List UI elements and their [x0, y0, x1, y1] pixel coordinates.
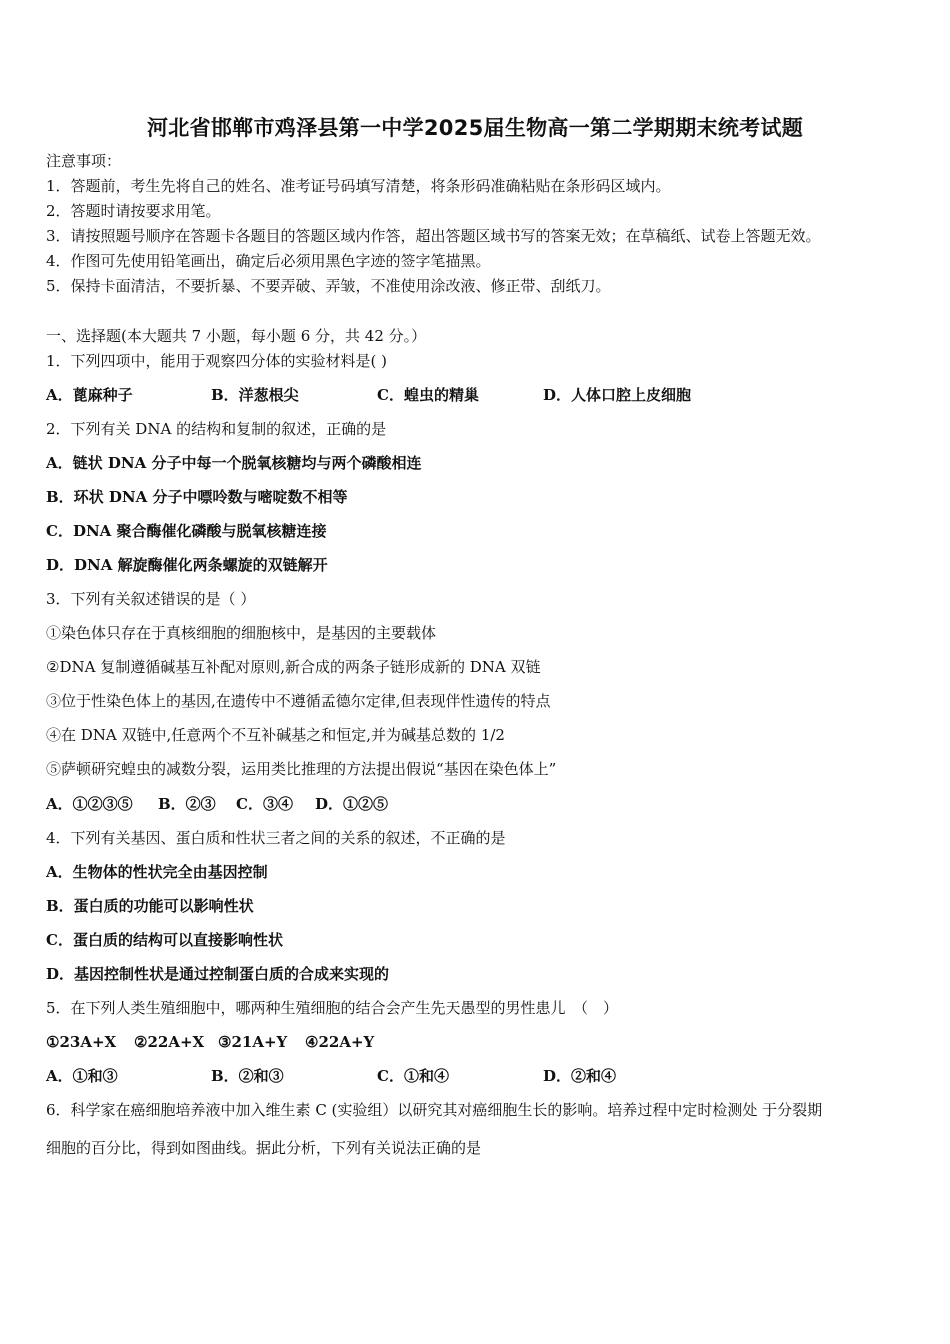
q5-option-d: D．②和④	[543, 1067, 617, 1085]
q3-option-c: C．③④	[236, 795, 293, 813]
q4-option-d: D．基因控制性状是通过控制蛋白质的合成来实现的	[46, 965, 390, 983]
q1-option-b: B．洋葱根尖	[211, 386, 299, 404]
q3-statement: ①染色体只存在于真核细胞的细胞核中，是基因的主要载体	[46, 624, 437, 642]
section-heading: 一、选择题(本大题共 7 小题，每小题 6 分，共 42 分。）	[46, 327, 427, 345]
page-title: 河北省邯郸市鸡泽县第一中学2025届生物高一第二学期期末统考试题	[146, 116, 804, 140]
q3-statement: ③位于性染色体上的基因,在遗传中不遵循孟德尔定律,但表现伴性遗传的特点	[46, 692, 551, 710]
q3-statement: ⑤萨顿研究蝗虫的减数分裂，运用类比推理的方法提出假说“基因在染色体上”	[46, 760, 557, 778]
q5-item: ④22A+Y	[305, 1033, 375, 1051]
question-5-stem: 5．在下列人类生殖细胞中，哪两种生殖细胞的结合会产生先天愚型的男性患儿 （ ）	[46, 999, 619, 1017]
notice-heading: 注意事项：	[46, 152, 122, 170]
q5-item: ①23A+X	[46, 1033, 117, 1051]
notice-item: 4．作图可先使用铅笔画出，确定后必须用黑色字迹的签字笔描黑。	[46, 252, 491, 270]
q1-option-a: A．蓖麻种子	[46, 386, 133, 404]
q1-option-c: C．蝗虫的精巢	[377, 386, 479, 404]
q5-item: ③21A+Y	[218, 1033, 288, 1051]
q3-option-a: A．①②③⑤	[46, 795, 133, 813]
notice-item: 3．请按照题号顺序在答题卡各题目的答题区域内作答，超出答题区域书写的答案无效；在草稿纸、试卷上答题无效。	[46, 227, 821, 245]
question-6-stem-line1: 6．科学家在癌细胞培养液中加入维生素 C (实验组）以研究其对癌细胞生长的影响。培养过程中定时检测处 于分裂期	[46, 1101, 823, 1119]
q5-item: ②22A+X	[134, 1033, 205, 1051]
q2-option-d: D．DNA 解旋酶催化两条螺旋的双链解开	[46, 556, 328, 574]
q2-option-a: A．链状 DNA 分子中每一个脱氧核糖均与两个磷酸相连	[46, 454, 422, 472]
notice-item: 2．答题时请按要求用笔。	[46, 202, 221, 220]
q1-option-d: D．人体口腔上皮细胞	[543, 386, 692, 404]
question-2-stem: 2．下列有关 DNA 的结构和复制的叙述，正确的是	[46, 420, 387, 438]
notice-item: 5．保持卡面清洁，不要折暴、不要弄破、弄皱，不准使用涂改液、修正带、刮纸刀。	[46, 277, 611, 295]
q2-option-c: C．DNA 聚合酶催化磷酸与脱氧核糖连接	[46, 522, 327, 540]
question-6-stem-line2: 细胞的百分比，得到如图曲线。据此分析，下列有关说法正确的是	[46, 1139, 482, 1157]
question-1-stem: 1．下列四项中，能用于观察四分体的实验材料是( )	[46, 352, 388, 370]
q5-option-a: A．①和③	[46, 1067, 118, 1085]
q3-statement: ②DNA 复制遵循碱基互补配对原则,新合成的两条子链形成新的 DNA 双链	[46, 658, 541, 676]
q3-option-d: D．①②⑤	[315, 795, 389, 813]
q5-option-b: B．②和③	[211, 1067, 284, 1085]
q3-option-b: B．②③	[158, 795, 216, 813]
question-4-stem: 4．下列有关基因、蛋白质和性状三者之间的关系的叙述，不正确的是	[46, 829, 506, 847]
notice-item: 1．答题前，考生先将自己的姓名、准考证号码填写清楚，将条形码准确粘贴在条形码区域内。	[46, 177, 671, 195]
q4-option-a: A．生物体的性状完全由基因控制	[46, 863, 268, 881]
q2-option-b: B．环状 DNA 分子中嘌呤数与嘧啶数不相等	[46, 488, 348, 506]
q5-option-c: C．①和④	[377, 1067, 449, 1085]
q4-option-b: B．蛋白质的功能可以影响性状	[46, 897, 254, 915]
q4-option-c: C．蛋白质的结构可以直接影响性状	[46, 931, 283, 949]
question-3-stem: 3．下列有关叙述错误的是（ ）	[46, 590, 256, 608]
q3-statement: ④在 DNA 双链中,任意两个不互补碱基之和恒定,并为碱基总数的 1/2	[46, 726, 505, 744]
